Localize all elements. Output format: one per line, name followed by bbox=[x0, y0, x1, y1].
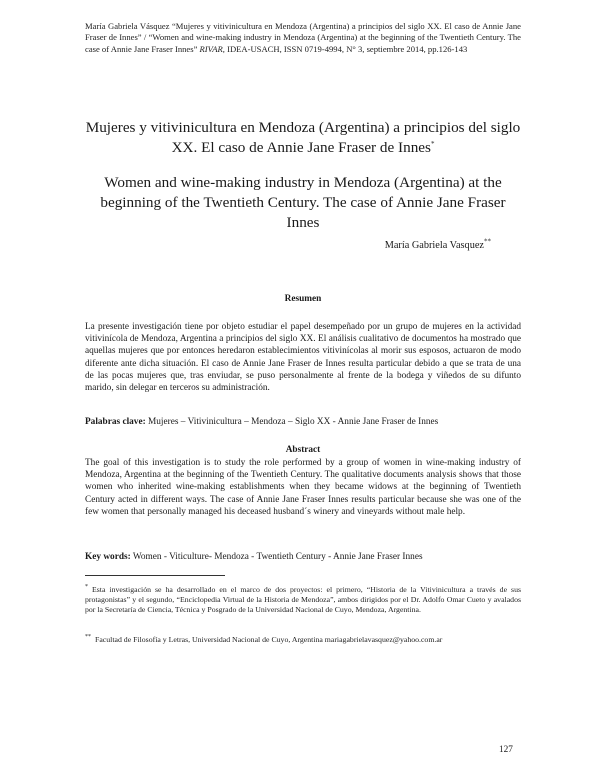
page-number: 127 bbox=[499, 745, 513, 755]
footnote-2 bbox=[85, 635, 521, 645]
author-line bbox=[85, 237, 491, 251]
keywords-english bbox=[85, 552, 521, 562]
resumen-heading: Resumen bbox=[284, 294, 322, 304]
title-footnote-mark[interactable]: * bbox=[430, 139, 435, 148]
keywords-english-label: Key words: bbox=[85, 552, 131, 562]
footnote-2-text: Facultad de Filosofía y Letras, Universidad Nacional de Cuyo, Argentina mariagabrielavasquez@yahoo.com.ar bbox=[95, 635, 443, 644]
resumen-body: La presente investigación tiene por objeto estudiar el papel desempeñado por un grupo de mujeres en la actividad vitivinícola de Mendoza, Argentina a principios del siglo XX. El análisis cualitativo de documentos ha mostrado que aquellas mujeres que por entonces heredaron establecimientos vitivinícolas al morir sus esposos, actuaron de modo diferente ante dicha situación. El caso de Annie Jane Fraser de Innes resulta particular debido a que se trata de una de las pocas mujeres que, tras enviudar, se puso personalmente al frente de la bodega y viñedos de su difunto marido, sin delegar en terceros su administración. bbox=[85, 322, 521, 394]
citation-prefix: María Gabriela Vásquez “Mujeres y vitivinicultura en Mendoza (Argentina) a principios del siglo XX. El caso de Annie Jane Fraser de Innes” / “Women and wine-making industry in Mendoza (Argentina) at the beginning of the Twentieth Century. The case of Annie Jane Fraser Innes” bbox=[85, 21, 521, 54]
title-english: Women and wine-making industry in Mendoza (Argentina) at the beginning of the Twentieth Century. The case of Annie Jane Fraser Innes bbox=[100, 174, 506, 231]
keywords-spanish-label: Palabras clave: bbox=[85, 417, 146, 427]
keywords-english-text: Women - Viticulture- Mendoza - Twentieth Century - Annie Jane Fraser Innes bbox=[130, 552, 423, 562]
footnote-1 bbox=[85, 585, 521, 615]
abstract-heading: Abstract bbox=[285, 445, 321, 455]
abstract-body: The goal of this investigation is to study the role performed by a group of women in wine-making industry of Mendoza, Argentina at the beginning of the Twentieth Century. The qualitative documents analysis shows that those women who inherited wine-making establishments when they became widows at the beginning of Twentieth Century acted in different ways. The case of Annie Jane Fraser Innes results particular because she was one of the few women that personally managed his deceased husband´s winery and vineyards without male help. bbox=[85, 458, 521, 517]
keywords-spanish bbox=[85, 417, 521, 427]
footnote-divider bbox=[85, 575, 225, 576]
journal-name: RIVAR bbox=[199, 43, 223, 54]
footnote-1-text: Esta investigación se ha desarrollado en el marco de dos proyectos: el primero, “Historia de la Vitivinicultura a través de sus protagonistas” y el segundo, “Enciclopedia Virtual de la Historia de Mendoza”, ambos dirigidos por el Dr. Adolfo Omar Cueto y avalados por la Secretaría de Ciencia, Técnica y Posgrado de la Universidad Nacional de Cuyo, Mendoza, Argentina. bbox=[85, 585, 521, 614]
title-spanish bbox=[85, 118, 521, 158]
footnote-2-mark: ** bbox=[85, 634, 91, 641]
title-spanish-text: Mujeres y vitivinicultura en Mendoza (Argentina) a principios del siglo XX. El caso de Annie Jane Fraser de Innes bbox=[85, 119, 521, 156]
footnote-1-mark: * bbox=[85, 584, 88, 591]
citation-suffix: , IDEA-USACH, ISSN 0719-4994, N° 3, septiembre 2014, pp.126-143 bbox=[222, 43, 468, 54]
citation-header bbox=[85, 21, 521, 55]
author-name: María Gabriela Vasquez bbox=[384, 240, 484, 251]
author-footnote-mark[interactable]: ** bbox=[484, 237, 491, 246]
keywords-spanish-text: Mujeres – Vitivinicultura – Mendoza – Siglo XX - Annie Jane Fraser de Innes bbox=[145, 417, 439, 427]
